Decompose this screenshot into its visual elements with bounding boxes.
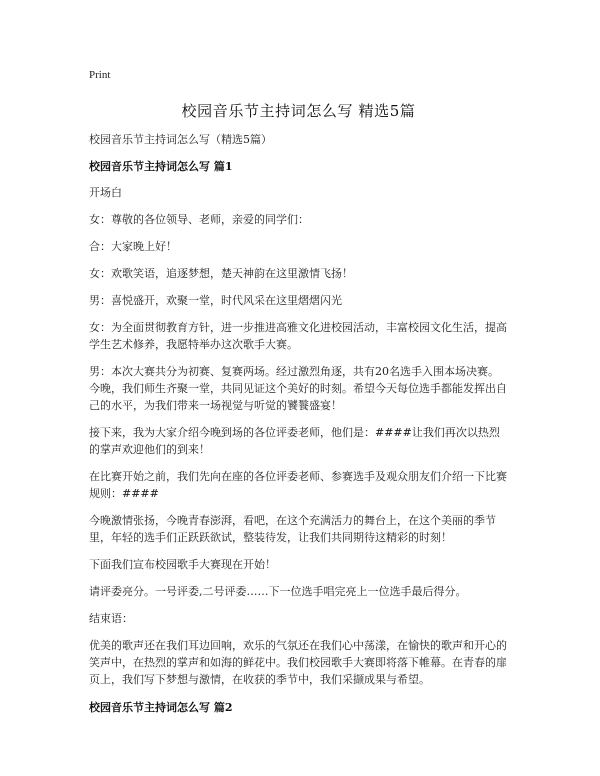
document-subtitle: 校园音乐节主持词怎么写（精选5篇） (89, 133, 272, 146)
paragraph-closing: 优美的歌声还在我们耳边回响，欢乐的气氛还在我们心中荡漾，在愉快的歌声和开心的笑声中，在热烈的掌声和如海的鲜花中。我们校园歌手大赛即将落下帷幕。在青春的扉页上，我们写下梦想与激情，在收获的季节中，我们采撷成果与希望。 (89, 639, 507, 686)
paragraph-scoring: 请评委亮分。一号评委,二号评委……下一位选手唱完亮上一位选手最后得分。 (89, 585, 467, 598)
section-heading: 校园音乐节主持词怎么写 篇2 (89, 701, 233, 714)
paragraph-opening-label: 开场白 (89, 186, 122, 199)
page-title: 校园音乐节主持词怎么写 精选5篇 (181, 102, 416, 120)
paragraph-greeting: 女：尊敬的各位领导、老师，亲爱的同学们： (89, 213, 309, 226)
paragraph-judges-intro: 接下来，我为大家介绍今晚到场的各位评委老师，他们是：####让我们再次以热烈的掌声欢迎他们的到来！ (89, 426, 500, 456)
paragraph-closing-label: 结束语： (89, 612, 133, 625)
paragraph-competition-intro: 男：本次大赛共分为初赛、复赛两场。经过激烈角逐，共有20名选手入围本场决赛。今晚，我们师生齐聚一堂，共同见证这个美好的时刻。希望今天每位选手都能发挥出自己的水平，为我们带来一场视觉与听觉的饕餮盛宴！ (89, 365, 507, 412)
paragraph-rules: 在比赛开始之前，我们先向在座的各位评委老师、参赛选手及观众朋友们介绍一下比赛规则：#### (89, 470, 507, 500)
print-link[interactable]: Print (89, 69, 111, 81)
paragraph-purpose: 女：为全面贯彻教育方针，进一步推进高雅文化进校园活动，丰富校园文化生活，提高学生艺术修养，我愿特举办这次歌手大赛。 (89, 321, 507, 351)
paragraph-start: 下面我们宣布校园歌手大赛现在开始！ (89, 558, 276, 571)
paragraph-female-line: 女：欢歌笑语，追逐梦想，楚天神韵在这里激情飞扬！ (89, 267, 353, 280)
section-heading: 校园音乐节主持词怎么写 篇1 (89, 160, 233, 173)
paragraph-male-line: 男：喜悦盛开，欢聚一堂，时代风采在这里熠熠闪光 (89, 294, 342, 307)
paragraph-excitement: 今晚激情张扬，今晚青春澎湃，看吧，在这个充满活力的舞台上，在这个美丽的季节里，年轻的选手们正跃跃欲试，整装待发，让我们共同期待这精彩的时刻！ (89, 514, 496, 544)
paragraph-together-greeting: 合：大家晚上好！ (89, 240, 177, 253)
